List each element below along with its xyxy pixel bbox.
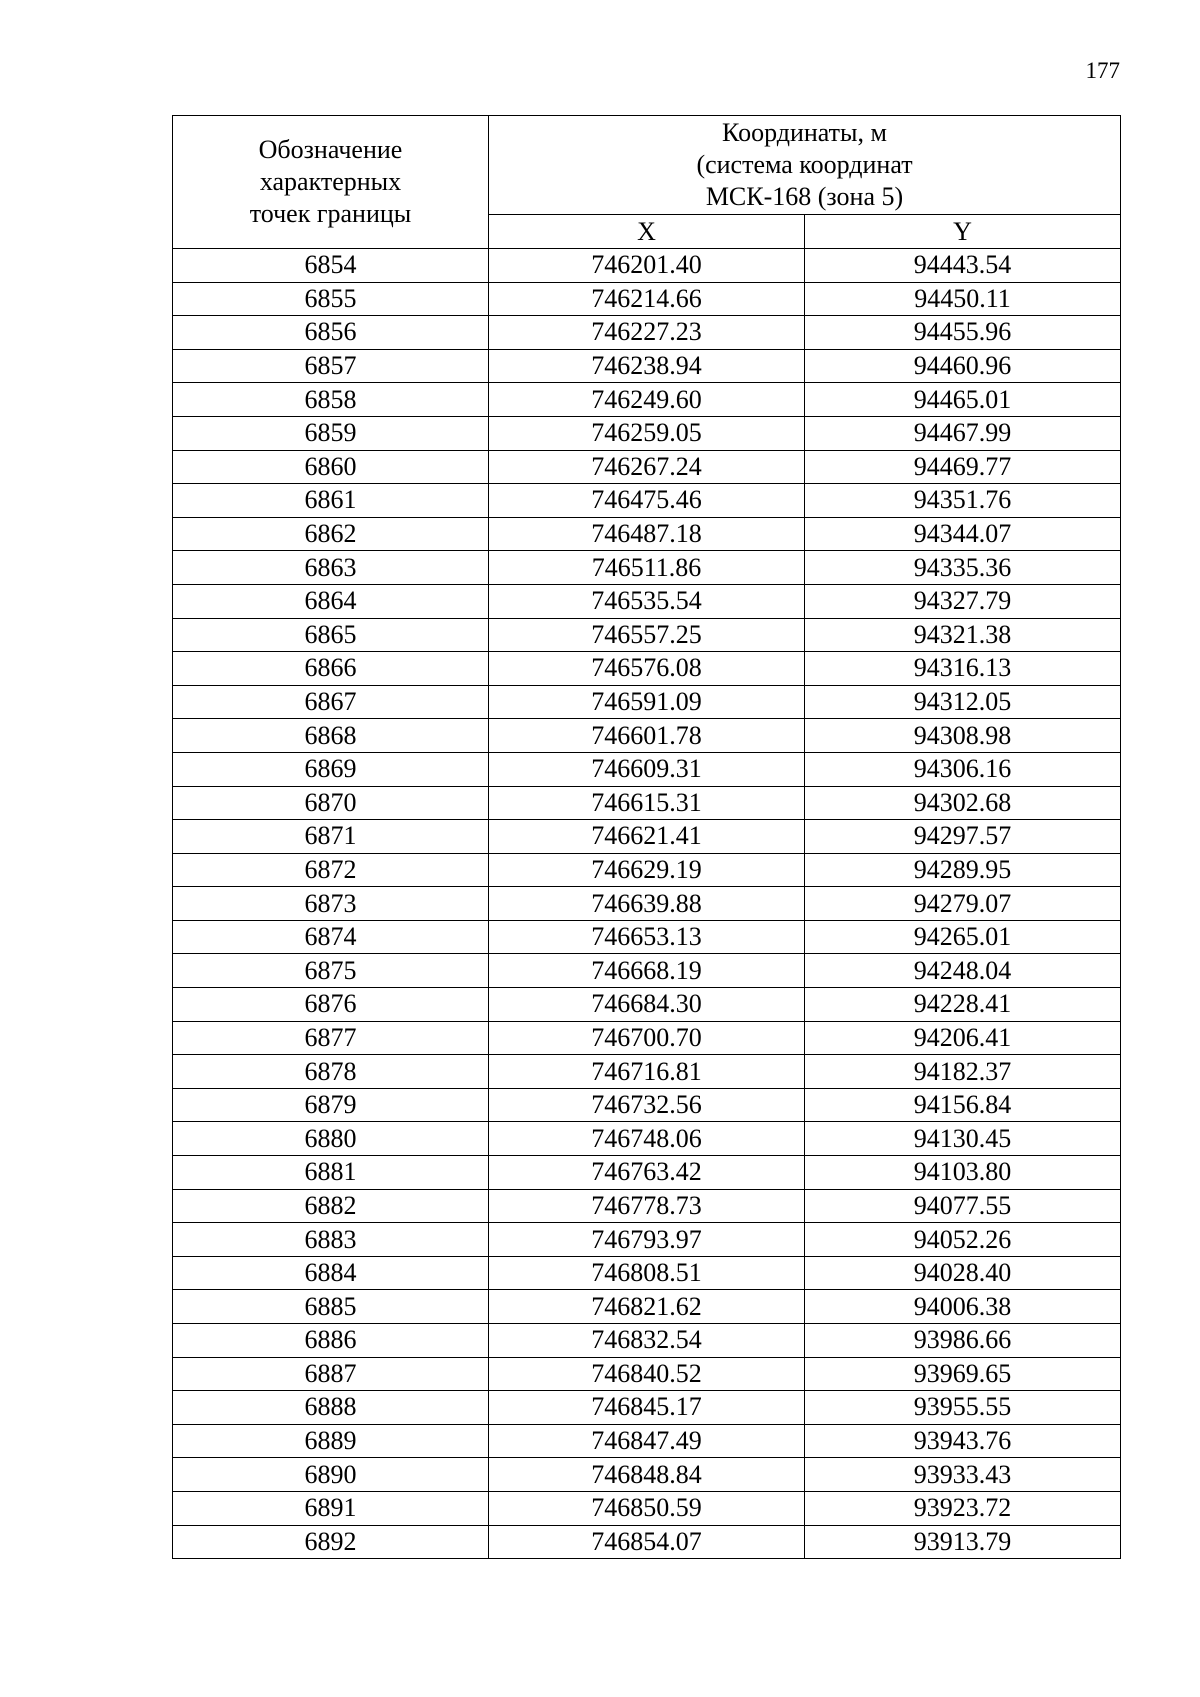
x-coordinate-cell: 746259.05 — [489, 416, 805, 450]
table-row — [173, 1290, 1121, 1324]
table-row — [173, 1324, 1121, 1358]
point-cell: 6878 — [173, 1055, 489, 1089]
table-row — [173, 853, 1121, 887]
table-row — [173, 1088, 1121, 1122]
table-row — [173, 752, 1121, 786]
header-line: точек границы — [249, 199, 412, 228]
point-cell: 6854 — [173, 249, 489, 283]
table-row — [173, 484, 1121, 518]
point-cell: 6858 — [173, 383, 489, 417]
x-coordinate-cell: 746793.97 — [489, 1223, 805, 1257]
x-coordinate-cell: 746576.08 — [489, 652, 805, 686]
x-coordinate-cell: 746227.23 — [489, 316, 805, 350]
x-coordinate-cell: 746848.84 — [489, 1458, 805, 1492]
header-line: МСК-168 (зона 5) — [705, 182, 904, 211]
x-coordinate-cell: 746511.86 — [489, 551, 805, 585]
point-cell: 6866 — [173, 652, 489, 686]
y-coordinate-cell: 94312.05 — [805, 685, 1121, 719]
x-coordinate-cell: 746845.17 — [489, 1391, 805, 1425]
point-cell: 6874 — [173, 920, 489, 954]
table-row — [173, 820, 1121, 854]
x-coordinate-cell: 746615.31 — [489, 786, 805, 820]
y-coordinate-cell: 94289.95 — [805, 853, 1121, 887]
x-coordinate-cell: 746684.30 — [489, 988, 805, 1022]
point-cell: 6863 — [173, 551, 489, 585]
point-cell: 6890 — [173, 1458, 489, 1492]
point-cell: 6892 — [173, 1525, 489, 1559]
x-coordinate-cell: 746808.51 — [489, 1256, 805, 1290]
point-cell: 6891 — [173, 1491, 489, 1525]
table-row — [173, 1156, 1121, 1190]
y-coordinate-cell: 94077.55 — [805, 1189, 1121, 1223]
point-cell: 6857 — [173, 349, 489, 383]
x-coordinate-cell: 746557.25 — [489, 618, 805, 652]
table-row — [173, 719, 1121, 753]
y-coordinate-cell: 94335.36 — [805, 551, 1121, 585]
header-line: Обозначение — [258, 135, 403, 164]
table-row — [173, 1357, 1121, 1391]
point-cell: 6875 — [173, 954, 489, 988]
x-coordinate-cell: 746840.52 — [489, 1357, 805, 1391]
y-coordinate-cell: 94308.98 — [805, 719, 1121, 753]
point-cell: 6859 — [173, 416, 489, 450]
y-coordinate-cell: 94321.38 — [805, 618, 1121, 652]
x-coordinate-cell: 746238.94 — [489, 349, 805, 383]
table-row — [173, 920, 1121, 954]
y-coordinate-cell: 94460.96 — [805, 349, 1121, 383]
y-coordinate-cell: 94156.84 — [805, 1088, 1121, 1122]
point-cell: 6887 — [173, 1357, 489, 1391]
point-cell: 6867 — [173, 685, 489, 719]
point-cell: 6868 — [173, 719, 489, 753]
point-cell: 6872 — [173, 853, 489, 887]
point-cell: 6880 — [173, 1122, 489, 1156]
x-coordinate-cell: 746832.54 — [489, 1324, 805, 1358]
y-coordinate-cell: 94302.68 — [805, 786, 1121, 820]
table-row — [173, 584, 1121, 618]
point-cell: 6877 — [173, 1021, 489, 1055]
point-cell: 6881 — [173, 1156, 489, 1190]
y-coordinate-cell: 94455.96 — [805, 316, 1121, 350]
table-row — [173, 282, 1121, 316]
y-coordinate-cell: 94279.07 — [805, 887, 1121, 921]
point-cell: 6879 — [173, 1088, 489, 1122]
x-coordinate-cell: 746668.19 — [489, 954, 805, 988]
point-cell: 6864 — [173, 584, 489, 618]
table-body — [173, 249, 1121, 1559]
point-cell: 6860 — [173, 450, 489, 484]
y-coordinate-cell: 94443.54 — [805, 249, 1121, 283]
table-row — [173, 416, 1121, 450]
x-coordinate-cell: 746621.41 — [489, 820, 805, 854]
y-coordinate-cell: 94467.99 — [805, 416, 1121, 450]
y-coordinate-cell: 94327.79 — [805, 584, 1121, 618]
table-row — [173, 887, 1121, 921]
table-row — [173, 1391, 1121, 1425]
table-row — [173, 1021, 1121, 1055]
point-cell: 6876 — [173, 988, 489, 1022]
point-cell: 6862 — [173, 517, 489, 551]
table-row — [173, 551, 1121, 585]
point-cell: 6886 — [173, 1324, 489, 1358]
y-coordinate-cell: 94351.76 — [805, 484, 1121, 518]
point-cell: 6870 — [173, 786, 489, 820]
header-line: характерных — [259, 167, 402, 196]
point-cell: 6873 — [173, 887, 489, 921]
table-row — [173, 1223, 1121, 1257]
x-coordinate-cell: 746535.54 — [489, 584, 805, 618]
x-coordinate-cell: 746201.40 — [489, 249, 805, 283]
y-coordinate-cell: 94306.16 — [805, 752, 1121, 786]
table-row — [173, 954, 1121, 988]
table-row — [173, 618, 1121, 652]
table-header — [173, 116, 1121, 249]
table-row — [173, 383, 1121, 417]
x-coordinate-cell: 746847.49 — [489, 1424, 805, 1458]
coordinates-table — [172, 115, 1121, 1559]
x-coordinate-cell: 746249.60 — [489, 383, 805, 417]
x-coordinate-cell: 746639.88 — [489, 887, 805, 921]
y-coordinate-cell: 93923.72 — [805, 1491, 1121, 1525]
table-row — [173, 450, 1121, 484]
table-row — [173, 517, 1121, 551]
point-designation-header — [173, 116, 489, 249]
y-coordinate-cell: 94316.13 — [805, 652, 1121, 686]
y-coordinate-cell: 94469.77 — [805, 450, 1121, 484]
point-cell: 6885 — [173, 1290, 489, 1324]
point-cell: 6883 — [173, 1223, 489, 1257]
y-coordinate-cell: 93955.55 — [805, 1391, 1121, 1425]
x-coordinate-cell: 746854.07 — [489, 1525, 805, 1559]
y-coordinate-cell: 94344.07 — [805, 517, 1121, 551]
point-cell: 6871 — [173, 820, 489, 854]
y-coordinate-cell: 94248.04 — [805, 954, 1121, 988]
y-coordinate-cell: 94228.41 — [805, 988, 1121, 1022]
table-row — [173, 1256, 1121, 1290]
y-coordinate-cell: 94028.40 — [805, 1256, 1121, 1290]
y-coordinate-cell: 93986.66 — [805, 1324, 1121, 1358]
page-number: 177 — [1085, 58, 1120, 83]
header-line: Координаты, м — [722, 118, 887, 147]
x-coordinate-cell: 746748.06 — [489, 1122, 805, 1156]
point-cell: 6869 — [173, 752, 489, 786]
y-column-header: Y — [805, 215, 1121, 249]
x-coordinate-cell: 746601.78 — [489, 719, 805, 753]
x-coordinate-cell: 746716.81 — [489, 1055, 805, 1089]
y-coordinate-cell: 93913.79 — [805, 1525, 1121, 1559]
x-coordinate-cell: 746487.18 — [489, 517, 805, 551]
y-coordinate-cell: 94130.45 — [805, 1122, 1121, 1156]
y-coordinate-cell: 93943.76 — [805, 1424, 1121, 1458]
y-coordinate-cell: 93969.65 — [805, 1357, 1121, 1391]
y-coordinate-cell: 94103.80 — [805, 1156, 1121, 1190]
table-row — [173, 249, 1121, 283]
x-coordinate-cell: 746267.24 — [489, 450, 805, 484]
coordinates-header — [489, 116, 1121, 215]
table-row — [173, 316, 1121, 350]
header-line: (система координат — [696, 150, 913, 179]
y-coordinate-cell: 94265.01 — [805, 920, 1121, 954]
y-coordinate-cell: 94006.38 — [805, 1290, 1121, 1324]
x-coordinate-cell: 746850.59 — [489, 1491, 805, 1525]
table-row — [173, 1424, 1121, 1458]
point-cell: 6855 — [173, 282, 489, 316]
table-row — [173, 1491, 1121, 1525]
point-cell: 6882 — [173, 1189, 489, 1223]
x-coordinate-cell: 746609.31 — [489, 752, 805, 786]
x-coordinate-cell: 746629.19 — [489, 853, 805, 887]
table-row — [173, 685, 1121, 719]
x-coordinate-cell: 746475.46 — [489, 484, 805, 518]
point-cell: 6884 — [173, 1256, 489, 1290]
y-coordinate-cell: 94206.41 — [805, 1021, 1121, 1055]
table-row — [173, 1122, 1121, 1156]
point-cell: 6888 — [173, 1391, 489, 1425]
x-coordinate-cell: 746732.56 — [489, 1088, 805, 1122]
table-row — [173, 1055, 1121, 1089]
x-coordinate-cell: 746700.70 — [489, 1021, 805, 1055]
table-row — [173, 1189, 1121, 1223]
y-coordinate-cell: 94465.01 — [805, 383, 1121, 417]
point-cell: 6861 — [173, 484, 489, 518]
x-coordinate-cell: 746763.42 — [489, 1156, 805, 1190]
y-coordinate-cell: 94052.26 — [805, 1223, 1121, 1257]
table-row — [173, 349, 1121, 383]
table-row — [173, 786, 1121, 820]
x-coordinate-cell: 746214.66 — [489, 282, 805, 316]
point-cell: 6856 — [173, 316, 489, 350]
y-coordinate-cell: 93933.43 — [805, 1458, 1121, 1492]
x-column-header: X — [489, 215, 805, 249]
x-coordinate-cell: 746778.73 — [489, 1189, 805, 1223]
table-row — [173, 1458, 1121, 1492]
y-coordinate-cell: 94182.37 — [805, 1055, 1121, 1089]
point-cell: 6889 — [173, 1424, 489, 1458]
table-row — [173, 652, 1121, 686]
y-coordinate-cell: 94297.57 — [805, 820, 1121, 854]
x-coordinate-cell: 746821.62 — [489, 1290, 805, 1324]
x-coordinate-cell: 746653.13 — [489, 920, 805, 954]
point-cell: 6865 — [173, 618, 489, 652]
table-row — [173, 988, 1121, 1022]
table-row — [173, 1525, 1121, 1559]
x-coordinate-cell: 746591.09 — [489, 685, 805, 719]
y-coordinate-cell: 94450.11 — [805, 282, 1121, 316]
